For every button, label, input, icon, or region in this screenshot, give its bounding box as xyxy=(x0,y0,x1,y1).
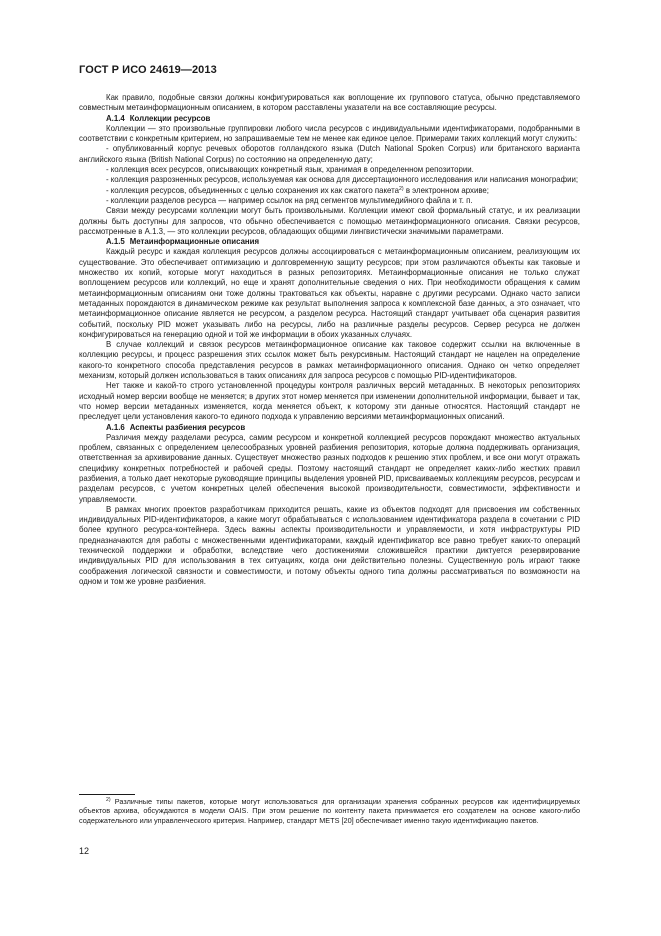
standard-title: ГОСТ Р ИСО 24619—2013 xyxy=(79,64,217,76)
section-number: А.1.4 xyxy=(106,113,125,123)
paragraph: Коллекции — это произвольные группировки любого числа ресурсов с индивидуальными идентификаторами, подобранными в соответствии с конкретным критерием, но запрашиваемые тем не менее как единое целое. Примерами таких коллекций могут служить: xyxy=(79,123,580,144)
footnote xyxy=(79,797,580,825)
page-number: 12 xyxy=(79,846,90,856)
footnote-divider xyxy=(79,794,135,795)
paragraph: В рамках многих проектов разработчикам приходится решать, какие из объектов подходят для присвоения им собственных индивидуальных PID-идентификаторов, а какие могут обрабатываться с использованием идентификатора раздела в сочетании с PID более крупного ресурса-контейнера. Здесь важны аспекты производительности и управляемости, и хотя инфраструктуры PID предназначаются для работы с множественными идентификаторами, каждый идентификатор все равно требует каких-то операций технической поддержки и обработки, вследствие чего достижениями сложившейся практики диктуется резервирование индивидуальных PID для использования в тех ситуациях, когда они действительно полезны. Существенную роль играют также соображения логической связности и совместимости, и потому объекты одного типа должны рассматриваться по возможности на одном и том же уровне разбиения. xyxy=(79,504,580,586)
list-item: - коллекция всех ресурсов, описывающих конкретный язык, хранимая в определенном репозитории. xyxy=(106,165,474,175)
list-item-text: - коллекция ресурсов, объединенных с целью сохранения их как сжатого пакета xyxy=(106,185,400,195)
intro-paragraph: Как правило, подобные связки должны конфигурироваться как воплощение их группового статуса, обычно представляемого совместным метаинформационным описанием, в котором расставлены указатели на все составляющие ресурсы. xyxy=(79,93,580,113)
page-header xyxy=(79,64,217,76)
paragraph: Каждый ресурс и каждая коллекция ресурсов должны ассоциироваться с метаинформационным описанием, реализующим их существование. Это обеспечивает оптимизацию и долговременную защиту ресурсов; при этом различаются объекты как таковые и множество их копий, которые могут находиться в разных репозиториях. Метаинформационные описания не только служат воплощением ресурсов или коллекций, но еще и хранят дополнительные сведения о них. При необходимости обращения к самим метаинформационным описаниям они тоже должны трактоваться как объекты, наравне с другими ресурсами. Однако часто записи метаданных порождаются в динамическом режиме как результат выполнения запроса к комплексной базе данных, а это означает, что метаинформационное описание является не ресурсом, а разделом ресурса. Настоящий стандарт учитывает оба сценария развития событий, поскольку PID может указывать либо на ресурсы, либо на различные разделы ресурсов. Сервер ресурса не должен конфигурироваться на генерацию одной и той же информации в обоих указанных случаях. xyxy=(79,247,580,339)
list-item: - коллекция разрозненных ресурсов, используемая как основа для диссертационного исследования или написания монографии; xyxy=(106,175,579,185)
section-heading-a14 xyxy=(79,114,580,124)
section-title: Метаинформационные описания xyxy=(129,237,260,247)
paragraph: Нет также и какой-то строго установленной процедуры контроля различных версий метаданных. В некоторых репозиториях исходный номер версии вообще не меняется; в других этот номер меняется при изменении дополнительной информации, бывает и так, что номер версии метаданных изменяется, когда меняется объект, к которому эти данные относятся. Настоящий стандарт не преследует цели установления какого-то единого подхода к управлению версиями метаинформационных описаний. xyxy=(79,381,580,422)
paragraph: Различия между разделами ресурса, самим ресурсом и конкретной коллекцией ресурсов порождают множество актуальных проблем, связанных с определением целесообразных уровней разбиения репозитория, которые должна поддерживать организация, ответственная за архивирование данных. Существует множество разных подходов к решению этих проблем, и все они могут отражать специфику конкретных потребностей и рабочей среды. Поэтому настоящий стандарт не определяет каких-либо жестких правил разбиения, а только дает некоторые руководящие принципы выделения уровней PID, присваиваемых коллекциям ресурсов, ресурсам и разделам ресурсов, с учетом конкретных целей обеспечения высокой производительности, совместимости, эффективности и управляемости. xyxy=(79,432,580,504)
page-body xyxy=(79,93,580,587)
section-heading-a16 xyxy=(79,423,580,433)
paragraph: Связи между ресурсами коллекции могут быть произвольными. Коллекции имеют свой формальный статус, и их реализации должны быть доступны для запросов, что обычно обеспечивается с помощью метаинформационного описания. Связки ресурсов, рассмотренные в А.1.3, — это коллекции ресурсов, обладающих общими лингвистически значимыми параметрами. xyxy=(79,206,580,236)
footnote-marker: 2) xyxy=(106,797,111,803)
section-heading-a15 xyxy=(79,237,580,247)
list-item-text: в электронном архиве; xyxy=(403,185,489,195)
footnote-ref[interactable]: 2) xyxy=(399,185,404,192)
section-number: А.1.6 xyxy=(106,422,125,432)
section-number: А.1.5 xyxy=(106,237,125,247)
paragraph: В случае коллекций и связок ресурсов метаинформационное описание как таковое содержит ссылки на включенные в коллекцию ресурсы, и процесс разрешения этих ссылок может быть рекурсивным. Настоящий стандарт не нацелен на определение какого-то конкретного способа представления ресурсов в рамках метаинформационного описания. Однако он четко определяет механизм, который должен использоваться в таких описаниях для запроса ресурсов с помощью PID-идентификаторов. xyxy=(79,340,580,381)
list-item: - опубликованный корпус речевых оборотов голландского языка (Dutch National Spoken Corpus) или британского варианта английского языка (British National Corpus) по состоянию на определенную дату; xyxy=(79,144,580,164)
section-title: Коллекции ресурсов xyxy=(129,113,211,123)
footnote-text: Различные типы пакетов, которые могут использоваться для организации хранения собранных ресурсов как идентифицируемых объектов архива, обсуждаются в модели OAIS. При этом решение по контенту пакета принимается его создателем на основе какого-либо содержательного или управленческого критерия. Например, стандарт METS [20] обеспечивает именно такую идентификацию пакетов. xyxy=(79,797,580,825)
list-item xyxy=(79,186,580,196)
list-item: - коллекции разделов ресурса — например ссылок на ряд сегментов мультимедийного файла и т. п. xyxy=(106,195,473,205)
section-title: Аспекты разбиения ресурсов xyxy=(129,422,246,432)
